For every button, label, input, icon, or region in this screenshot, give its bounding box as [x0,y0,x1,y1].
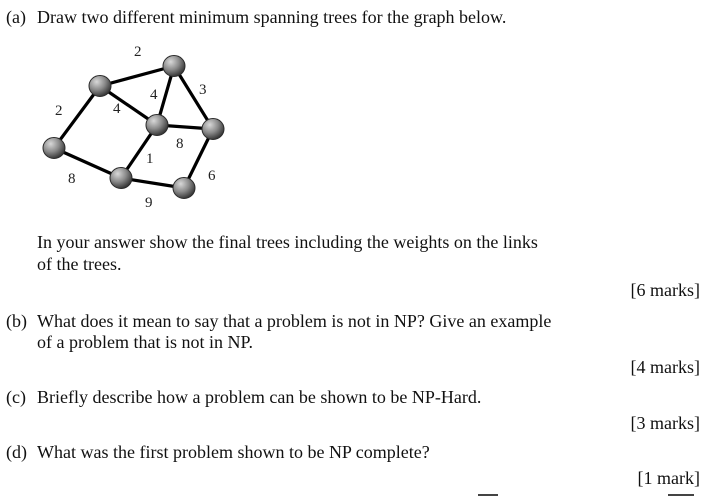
graph-node-g [173,178,195,199]
spanning-tree-graph [0,0,260,220]
graph-node-e [43,138,65,159]
question-c-label: (c) [6,387,26,407]
question-c-marks: [3 marks] [630,413,700,433]
question-d-marks: [1 mark] [637,468,700,488]
question-d-text: What was the first problem shown to be NP complete? [37,442,430,462]
question-a-marks: [6 marks] [630,280,700,300]
question-a-instruction-line1: In your answer show the final trees including the weights on the links [37,232,538,252]
question-b-line1: What does it mean to say that a problem is not in NP? Give an example [37,311,552,331]
edge-weight-ab: 2 [134,44,142,60]
edge-weight-cf: 1 [146,151,154,167]
edge-weight-dg: 6 [208,168,216,184]
graph-node-d [202,119,224,140]
edge-weight-bd: 3 [199,82,207,98]
graph-node-f [110,168,132,189]
question-b-label: (b) [6,311,27,331]
graph-edge-ab [100,66,174,86]
question-b-line2: of a problem that is not in NP. [37,332,253,352]
graph-node-a [89,76,111,97]
edge-weight-ac: 4 [113,101,121,117]
question-a-label: (a) [6,7,26,27]
edge-weight-bc: 4 [150,87,158,103]
question-a-text: Draw two different minimum spanning trees for the graph below. [37,7,507,27]
edge-weight-cd: 8 [176,136,184,152]
question-c-text: Briefly describe how a problem can be shown to be NP-Hard. [37,387,482,407]
question-b-marks: [4 marks] [630,357,700,377]
question-d-label: (d) [6,442,27,462]
edge-weight-fg: 9 [145,195,153,211]
edge-weight-ef: 8 [68,171,76,187]
graph-node-c [146,115,168,136]
edge-weight-ae: 2 [55,103,63,119]
graph-node-b [163,56,185,77]
question-a-instruction-line2: of the trees. [37,254,122,274]
